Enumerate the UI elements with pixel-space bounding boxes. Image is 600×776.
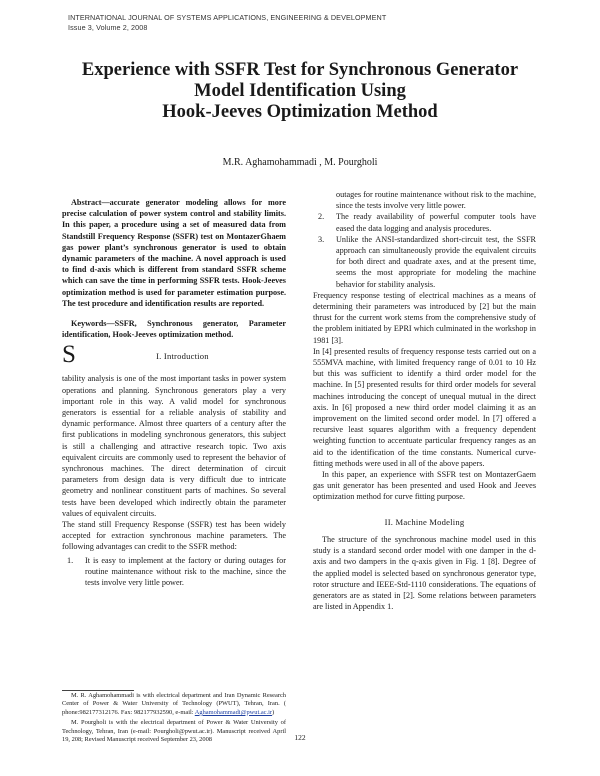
advantage-item-1 xyxy=(62,555,286,588)
footnote-2: M. Pourgholi is with the electrical department of Power & Water University of Technology, Tehran, Iran (e-mail: Pourgholi@pwut.ac.ir). Manuscript received April 19, 208; Revised Manuscript received September 23, 2008 xyxy=(62,719,286,744)
intro-paragraph-2: The stand still Frequency Response (SSFR) test has been widely accepted for extraction synchronous machine parameters. The following advantages can credit to the SSFR method: xyxy=(62,520,286,552)
footnote-1: M. R. Aghamohammadi is with electrical department and Iran Dynamic Research Center of Power & Water University of Technology (PWUT), Tehran, Iran. ( phone:982177312176. Fax: 982177932590, e-mail: Aghamohammadi@pwut.ac.ir) xyxy=(62,692,286,716)
abstract: Abstract—accurate generator modeling allows for more precise calculation of power system control and stability limits. In this paper, a procedure using a set of measured data from Standstill Frequency Response (SSFR) test on MontazerGhaem gas power plant’s synchronous generator is used to obtain dynamic parameters of the machine. A novel approach is used to find d-axis which is different from standard SSFR scheme which can save the time in performing SSFR tests. Hook-Jeeves optimization method is used for parameter estimation purpose. The test procedure and identification results are reported. xyxy=(62,198,286,308)
list-text: The ready availability of powerful computer tools have eased the data logging and analysis procedures. xyxy=(336,212,536,233)
advantage-item-1-continued xyxy=(313,189,536,211)
list-number: 3. xyxy=(318,234,325,244)
author-list: M.R. Aghamohammadi , M. Pourgholi xyxy=(222,157,378,168)
keywords: Keywords—SSFR, Synchronous generator, Parameter identification, Hook-Jeeves optimization method. xyxy=(62,319,286,340)
advantage-item-3 xyxy=(313,234,536,290)
list-text: Unlike the ANSI-standardized short-circuit test, the SSFR approach can simultaneously provide the equivalent circuits for both direct and quadrate axes, and at the present time, seems the most appropriate for modeling the machine behavior for stability analysis. xyxy=(336,234,536,289)
intro-paragraph-5: In this paper, an experience with SSFR test on MontazerGaem gas unit generator has been presented and used Hook and Jeeves optimization method for curve fitting purpose. xyxy=(313,470,536,502)
page-number: 122 xyxy=(294,733,306,742)
intro-paragraph-1: tability analysis is one of the most important tasks in power system operations and planning. Synchronous generators play a very important role in this way. A valid model for synchronous generators is essential for a reliable analysis of stability and dynamic performance. Almost three quarters of a century after the first publications in modeling synchronous generators, this subject is still a challenging and attractive research topic. Two axis equivalent circuits are commonly used to represent the behavior of synchronous machines. The direct determination of circuit parameters from design data is very difficult due to intricate geometry and nonlinear constituent parts of machines. So several tests have been developed which indirectly obtain the parameter values of equivalent circuits. xyxy=(62,374,286,518)
journal-issue: Issue 3, Volume 2, 2008 xyxy=(68,23,148,32)
footnote-rule xyxy=(62,690,134,691)
title-line-2: Model Identification Using xyxy=(194,81,406,101)
right-column xyxy=(313,189,536,612)
list-number: 2. xyxy=(318,212,325,222)
section-heading-introduction: I. Introduction xyxy=(156,351,209,362)
journal-header xyxy=(68,13,386,33)
list-text: It is easy to implement at the factory or during outages for routine maintenance without risk to the machine, since the tests involve very little power. xyxy=(85,555,286,588)
list-number: 1. xyxy=(67,555,74,565)
advantage-item-2 xyxy=(313,211,536,233)
intro-start xyxy=(62,343,286,373)
drop-cap: S xyxy=(62,341,76,369)
list-text-continued: outages for routine maintenance without risk to the machine, since the tests involve very little power. xyxy=(336,190,536,211)
section-heading-machine-modeling: II. Machine Modeling xyxy=(384,516,465,527)
title-line-1: Experience with SSFR Test for Synchronous Generator xyxy=(81,60,519,80)
journal-name: INTERNATIONAL JOURNAL OF SYSTEMS APPLICATIONS, ENGINEERING & DEVELOPMENT xyxy=(68,13,387,22)
left-column xyxy=(62,197,286,588)
email-link[interactable]: Aghamohammadi@pwut.ac.ir xyxy=(194,708,273,716)
paper-title xyxy=(40,60,560,123)
title-line-3: Hook-Jeeves Optimization Method xyxy=(162,102,438,122)
intro-paragraph-4: In [4] presented results of frequency response tests carried out on a 555MVA machine, with limited frequency range of 0.01 to 10 Hz but this was sufficient to identify a third order model for the machine. In [5] presented results for third order models for several machines introducing the concept of unequal mutual in the direct axis. In [6] proposed a new third order model claiming it as an improvement on the limited second order model. In [7] offered a recursive least squares algorithm with a frequency dependent weighting function to accentuate particular frequency ranges as an aid to the identification of the time constants. Numerical curve-fitting methods were used in all of the above papers. xyxy=(313,346,536,468)
intro-paragraph-3: Frequency response testing of electrical machines as a means of determining their parameters was introduced by [2] but the main thrust for the current work stems from the comprehensive study of the problem initiated by EPRI which culminated in the workshop in 1981 [3]. xyxy=(313,290,536,345)
modeling-paragraph-1: The structure of the synchronous machine model used in this study is a standard second order model with one damper in the d-axis and two dampers in the q-axis given in Fig. 1 [8]. Degree of the applied model is selected based on synchronous generator type, rotor structure and IEEE-Std-1110 considerations. The equations of generators are as stated in [2]. Some relations between parameters are listed in Appendix 1. xyxy=(313,534,536,612)
